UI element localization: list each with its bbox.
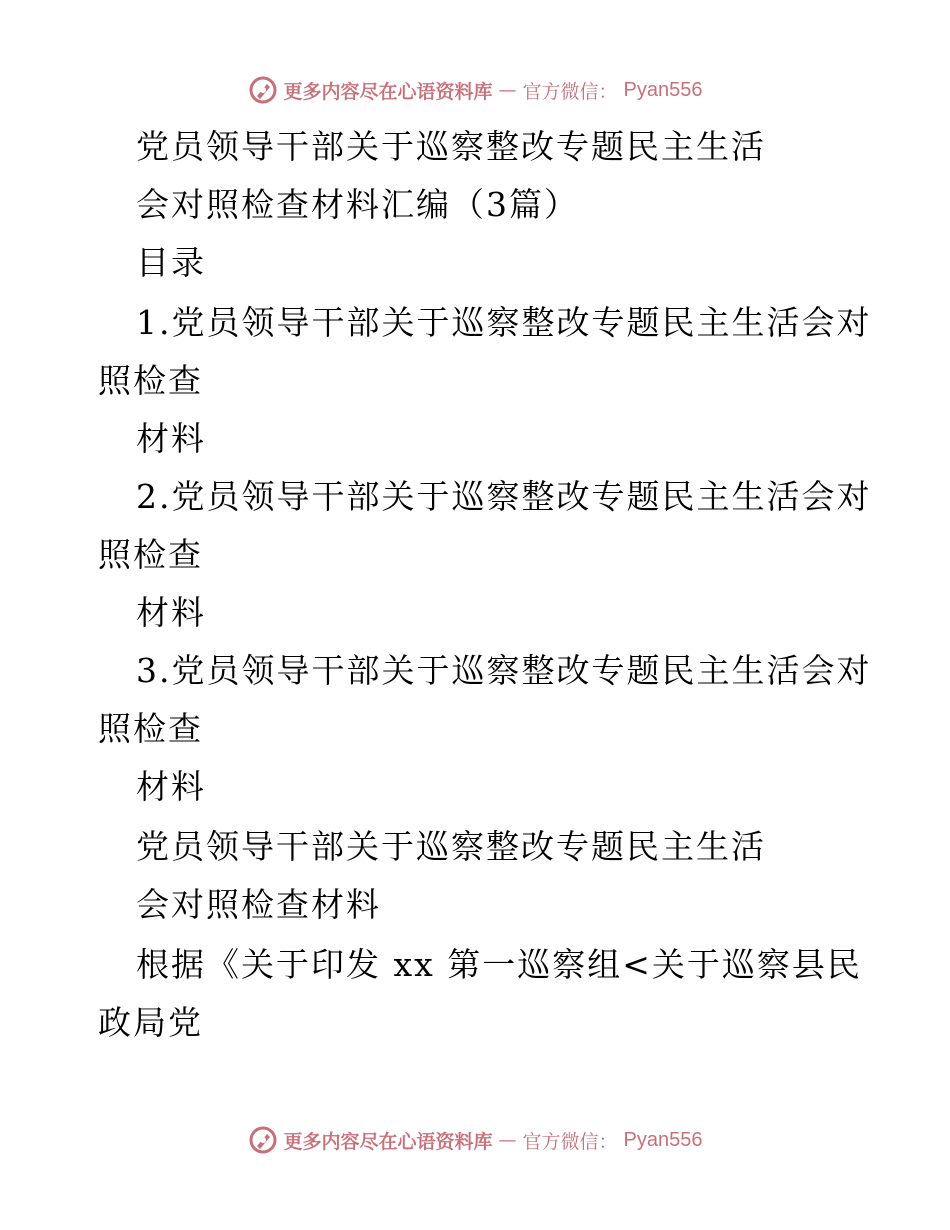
watermark-text: 更多内容尽在心语资料库 <box>283 80 493 103</box>
toc-item-2-line-3: 材料 <box>136 593 206 632</box>
toc-item-1-line-3: 材料 <box>136 419 206 458</box>
watermark-contact: 官方微信： <box>522 80 618 103</box>
watermark-text: 更多内容尽在心语资料库 <box>283 1130 493 1153</box>
body-line-2: 政局党 <box>98 1003 203 1042</box>
toc-item-1-line-1: 1.党员领导干部关于巡察整改专题民主生活会对 <box>136 303 872 342</box>
toc-item-1-line-2: 照检查 <box>98 361 203 400</box>
doc-title-line-1: 党员领导干部关于巡察整改专题民主生活 <box>136 127 766 166</box>
toc-item-2-line-2: 照检查 <box>98 535 203 574</box>
doc-title-line-2: 会对照检查材料汇编（3篇） <box>136 185 579 224</box>
watermark-separator: — <box>498 79 517 101</box>
toc-item-3-line-1: 3.党员领导干部关于巡察整改专题民主生活会对 <box>136 651 872 690</box>
toc-item-3-line-2: 照检查 <box>98 709 203 748</box>
watermark-banner-bottom <box>0 1120 950 1160</box>
watermark-id: Pyan556 <box>623 1128 703 1151</box>
pen-logo-icon <box>248 75 278 105</box>
watermark-contact: 官方微信： <box>522 1130 618 1153</box>
watermark-separator: — <box>498 1129 517 1151</box>
pen-logo-icon <box>248 1125 278 1155</box>
section-title-line-2: 会对照检查材料 <box>136 885 381 924</box>
watermark-id: Pyan556 <box>623 78 703 101</box>
toc-item-3-line-3: 材料 <box>136 767 206 806</box>
toc-heading: 目录 <box>136 243 206 282</box>
section-title-line-1: 党员领导干部关于巡察整改专题民主生活 <box>136 827 766 866</box>
toc-item-2-line-1: 2.党员领导干部关于巡察整改专题民主生活会对 <box>136 477 872 516</box>
body-line-1: 根据《关于印发 xx 第一巡察组<关于巡察县民 <box>136 945 862 984</box>
watermark-banner-top <box>0 70 950 110</box>
